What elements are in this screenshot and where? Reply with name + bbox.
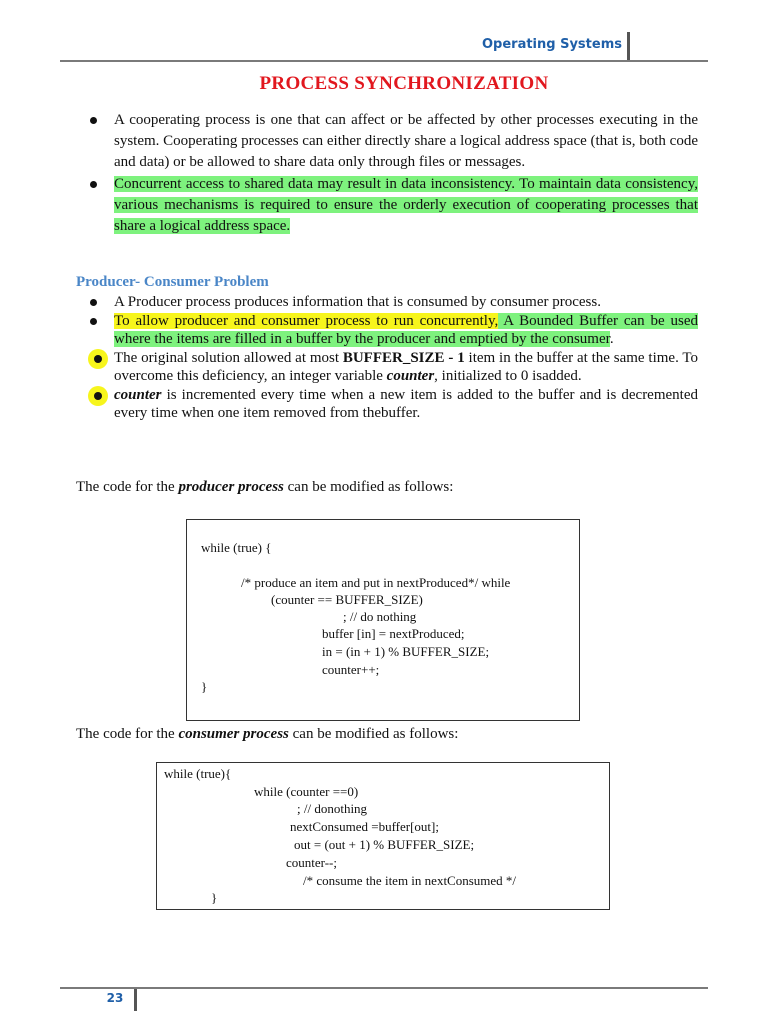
bullet-end: . xyxy=(609,331,614,347)
section-bullet-text: A Producer process produces information that is consumed by consumer process. xyxy=(114,294,601,310)
bullet-dot-icon xyxy=(90,299,97,306)
section-bullet xyxy=(84,293,698,311)
code-line: (counter == BUFFER_SIZE) xyxy=(271,592,423,607)
section-heading: Producer- Consumer Problem xyxy=(76,274,269,290)
code-line: counter++; xyxy=(322,662,380,677)
intro-bullet-list xyxy=(84,110,698,238)
highlight-yellow-text: To allow producer and consumer process to run concurrently, xyxy=(114,313,499,329)
highlight-green-text: A Bounded Buffer can be used where the items are filled in a buffer by the producer and emptied by the consumer xyxy=(114,313,698,347)
page-title: PROCESS SYNCHRONIZATION xyxy=(259,73,549,94)
code-line: out = (out + 1) % BUFFER_SIZE; xyxy=(294,837,475,852)
consumer-intro xyxy=(76,726,458,743)
code-line: } xyxy=(211,890,218,905)
para-text: The code for the xyxy=(76,726,179,742)
highlighted-bullet-dot-icon xyxy=(88,349,108,369)
highlighted-bullet-dot-icon xyxy=(88,386,108,406)
bullet-text-part: is incremented every time when a new item is added to the buffer and is decremented every time when one item removed from thebuffer. xyxy=(114,387,698,421)
code-line: in = (in + 1) % BUFFER_SIZE; xyxy=(322,644,490,659)
section-bullet xyxy=(84,349,698,385)
intro-bullet-text-highlighted: Concurrent access to shared data may result in data inconsistency. To maintain data consistency, various mechanisms is required to ensure the orderly execution of cooperating processes that share a logical address space. xyxy=(114,176,698,234)
footer-rule xyxy=(60,987,708,989)
code-line: } xyxy=(201,679,208,694)
code-line: ; // do nothing xyxy=(343,609,417,624)
bullet-dot-icon xyxy=(90,181,97,188)
para-text: can be modified as follows: xyxy=(288,726,459,742)
page-number: 23 xyxy=(106,991,124,1005)
header-divider xyxy=(627,32,630,60)
section-bullet xyxy=(84,312,698,348)
counter-term: counter xyxy=(386,368,435,384)
producer-process-term: producer process xyxy=(178,479,284,495)
bullet-text-part: item in the buffer at the same time. To overcome this deficiency, an integer variable xyxy=(114,350,699,384)
intro-bullet xyxy=(84,174,698,237)
code-line: nextConsumed =buffer[out]; xyxy=(290,819,439,834)
producer-intro xyxy=(76,479,453,496)
footer-divider xyxy=(134,989,137,1011)
code-line: /* consume the item in nextConsumed */ xyxy=(303,873,517,888)
section-bullet xyxy=(84,386,698,422)
bullet-dot-icon xyxy=(90,318,97,325)
code-line: buffer [in] = nextProduced; xyxy=(322,626,465,641)
code-line: /* produce an item and put in nextProduced*/ while xyxy=(241,575,511,590)
counter-term: counter xyxy=(114,387,162,403)
buffer-size-term: BUFFER_SIZE - 1 xyxy=(342,350,465,366)
section-bullet-list xyxy=(84,293,698,423)
header-rule xyxy=(60,60,708,62)
running-header: Operating Systems xyxy=(481,37,622,52)
code-line: while (counter ==0) xyxy=(254,784,359,799)
producer-code-box xyxy=(186,519,580,721)
bullet-text-part: , initialized to 0 isadded. xyxy=(434,368,582,384)
intro-bullet xyxy=(84,110,698,173)
code-line: ; // donothing xyxy=(297,801,368,816)
code-line: while (true) { xyxy=(201,540,272,555)
bullet-dot-icon xyxy=(90,117,97,124)
para-text: can be modified as follows: xyxy=(283,479,454,495)
intro-bullet-text: A cooperating process is one that can affect or be affected by other processes executing in the system. Cooperating processes can either directly share a logical address space (that is, both code and data) or be allowed to share data only through files or messages. xyxy=(114,112,698,170)
bullet-text-part: The original solution allowed at most xyxy=(114,350,343,366)
consumer-code-box xyxy=(156,762,610,910)
consumer-process-term: consumer process xyxy=(178,726,289,742)
para-text: The code for the xyxy=(76,479,179,495)
code-line: while (true){ xyxy=(164,766,232,781)
code-line: counter--; xyxy=(286,855,337,870)
